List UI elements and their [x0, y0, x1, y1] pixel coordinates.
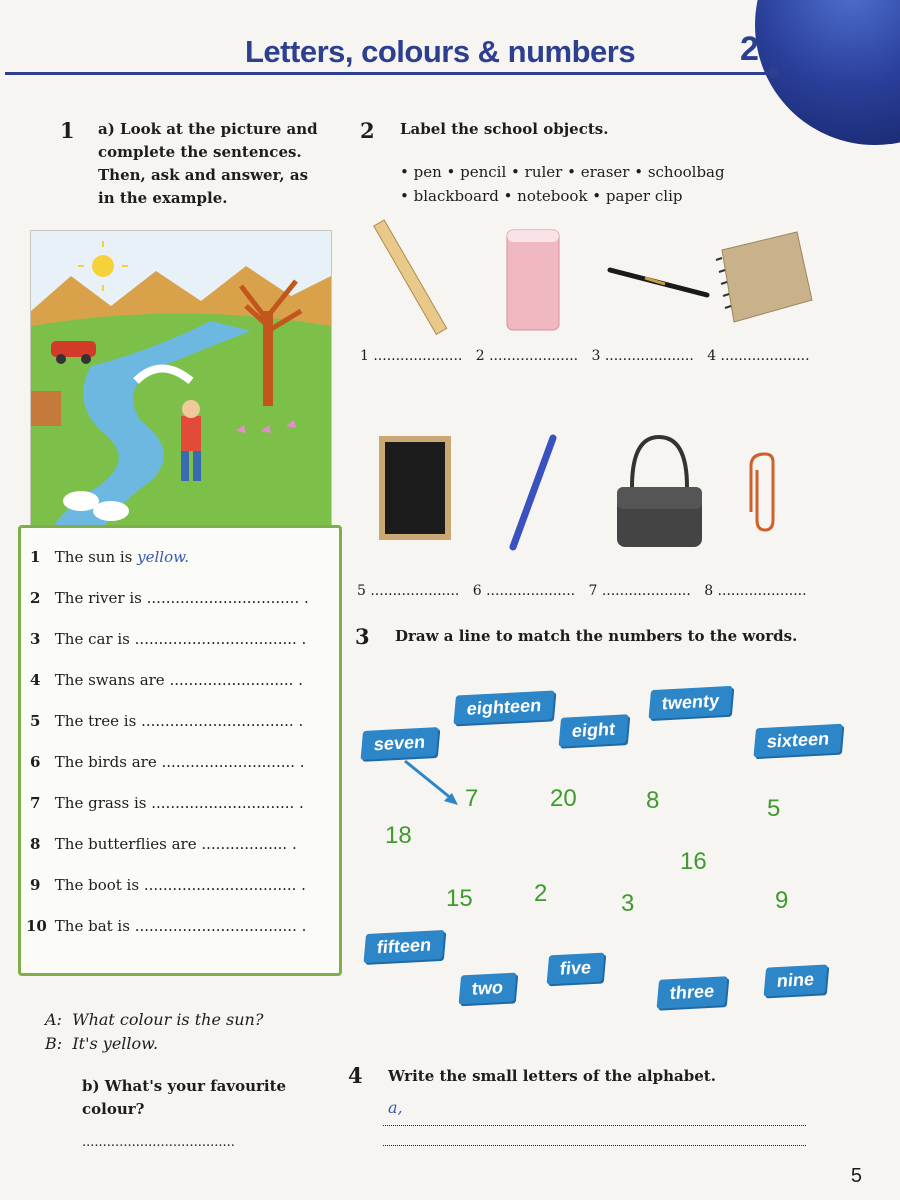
- exercise-4-instruction: Write the small letters of the alphabet.: [388, 1067, 716, 1085]
- page-number: 5: [850, 1165, 862, 1187]
- sentence-2: [30, 589, 309, 607]
- blackboard-picture: [378, 435, 453, 543]
- sentence-text: The tree is: [54, 712, 137, 730]
- sentence-4: [30, 671, 303, 689]
- number-9[interactable]: 9: [775, 887, 789, 914]
- answer-blank[interactable]: ................................ .: [146, 589, 309, 607]
- sentence-number: 7: [30, 794, 41, 812]
- number-7[interactable]: 7: [465, 785, 479, 812]
- notebook-picture: [712, 230, 817, 325]
- label-blank-5[interactable]: 5 ....................: [357, 583, 460, 599]
- sentence-10: [26, 917, 306, 935]
- speaker-label: B:: [45, 1034, 63, 1053]
- number-2[interactable]: 2: [534, 880, 548, 907]
- word-tag-three[interactable]: three: [657, 976, 728, 1009]
- answer-blank[interactable]: .............................. .: [151, 794, 304, 812]
- word-tag-five[interactable]: five: [547, 953, 605, 985]
- sentence-text: The car is: [54, 630, 130, 648]
- sentence-number: 10: [26, 917, 47, 935]
- number-20[interactable]: 20: [550, 785, 577, 812]
- exercise-3-number: 3: [355, 624, 370, 649]
- exercise-1b-instruction: b) What's your favourite colour?: [82, 1077, 287, 1118]
- speaker-label: A:: [45, 1010, 62, 1029]
- word-tag-twenty[interactable]: twenty: [648, 686, 732, 719]
- label-row-2: [357, 583, 807, 599]
- label-blank-1[interactable]: 1 ....................: [360, 348, 463, 364]
- exercise-1-number: 1: [60, 118, 75, 143]
- word-tag-seven[interactable]: seven: [360, 727, 438, 760]
- dialog-text: It's yellow.: [72, 1034, 159, 1053]
- sentence-number: 3: [30, 630, 41, 648]
- word-tag-sixteen[interactable]: sixteen: [753, 724, 842, 757]
- dialog-line-a: [45, 1010, 263, 1029]
- schoolbag-picture: [612, 432, 707, 552]
- answer-blank[interactable]: ................................ .: [143, 876, 306, 894]
- pen-picture: [605, 260, 715, 305]
- label-row-1: [360, 348, 810, 364]
- answer-blank[interactable]: ............................ .: [161, 753, 305, 771]
- dialog-text: What colour is the sun?: [72, 1010, 264, 1029]
- sentence-number: 1: [30, 548, 41, 566]
- sentence-number: 2: [30, 589, 41, 607]
- sentence-text: The sun is: [54, 548, 133, 566]
- exercise-3-instruction: Draw a line to match the numbers to the words.: [395, 627, 798, 645]
- label-blank-3[interactable]: 3 ....................: [591, 348, 694, 364]
- exercise-2-instruction: Label the school objects.: [400, 120, 609, 138]
- label-blank-7[interactable]: 7 ....................: [588, 583, 691, 599]
- answer-blank[interactable]: .......................... .: [169, 671, 303, 689]
- sentence-8: [30, 835, 297, 853]
- sentence-text: The boot is: [54, 876, 140, 894]
- word-tag-eighteen[interactable]: eighteen: [453, 690, 554, 724]
- answer-blank[interactable]: .................. .: [201, 835, 297, 853]
- sentence-3: [30, 630, 306, 648]
- number-16[interactable]: 16: [680, 848, 707, 875]
- label-blank-6[interactable]: 6 ....................: [472, 583, 576, 599]
- paper-clip-picture: [745, 450, 785, 535]
- sentence-text: The bat is: [54, 917, 130, 935]
- sentence-number: 9: [30, 876, 41, 894]
- sentence-9: [30, 876, 306, 894]
- label-blank-2[interactable]: 2 ....................: [475, 348, 579, 364]
- sentence-text: The birds are: [54, 753, 157, 771]
- ruler-picture: [365, 215, 455, 335]
- example-match-arrow: [400, 755, 470, 810]
- dialog-line-b: [45, 1034, 158, 1053]
- word-tag-fifteen[interactable]: fifteen: [363, 930, 444, 963]
- landscape-illustration: [31, 231, 331, 531]
- sentence-text: The river is: [54, 589, 142, 607]
- sentence-6: [30, 753, 305, 771]
- exercise-4-number: 4: [348, 1063, 363, 1088]
- unit-number: 2: [740, 30, 759, 68]
- sentence-1: [30, 548, 189, 566]
- word-tag-eight[interactable]: eight: [559, 714, 629, 746]
- number-8[interactable]: 8: [646, 787, 660, 814]
- exercise-2-number: 2: [360, 118, 375, 143]
- alphabet-example: a,: [388, 1098, 403, 1117]
- header-rule: [5, 72, 775, 75]
- sentence-number: 5: [30, 712, 41, 730]
- number-5[interactable]: 5: [767, 795, 781, 822]
- answer-blank[interactable]: .................................. .: [134, 630, 307, 648]
- word-tag-nine[interactable]: nine: [764, 964, 828, 996]
- alphabet-writing-line-2[interactable]: [383, 1145, 806, 1146]
- label-blank-8[interactable]: 8 ....................: [704, 583, 807, 599]
- sentence-text: The butterflies are: [54, 835, 197, 853]
- sentence-number: 6: [30, 753, 41, 771]
- sentence-7: [30, 794, 304, 812]
- eraser-picture: [505, 228, 565, 333]
- example-answer: yellow.: [137, 548, 189, 566]
- sentence-5: [30, 712, 303, 730]
- landscape-picture: [30, 230, 332, 532]
- header-rule-dot: [768, 67, 779, 78]
- pencil-picture: [505, 432, 565, 552]
- sentence-text: The swans are: [54, 671, 165, 689]
- number-15[interactable]: 15: [446, 885, 473, 912]
- word-bank-line-1: • pen • pencil • ruler • eraser • schoolbag: [400, 163, 725, 181]
- sentence-text: The grass is: [54, 794, 147, 812]
- sentence-number: 4: [30, 671, 41, 689]
- label-blank-4[interactable]: 4 ....................: [707, 348, 810, 364]
- page-title: Letters, colours & numbers: [245, 34, 636, 69]
- exercise-1-instruction: a) Look at the picture and complete the sentences. Then, ask and answer, as in the example.: [98, 120, 318, 207]
- word-bank-line-2: • blackboard • notebook • paper clip: [400, 187, 683, 205]
- word-tag-two[interactable]: two: [459, 973, 517, 1005]
- number-18[interactable]: 18: [385, 822, 412, 849]
- answer-blank[interactable]: ................................ .: [141, 712, 304, 730]
- favourite-colour-blank[interactable]: .....................................: [82, 1135, 235, 1150]
- number-3[interactable]: 3: [621, 890, 635, 917]
- answer-blank[interactable]: .................................. .: [134, 917, 307, 935]
- sentence-number: 8: [30, 835, 41, 853]
- alphabet-writing-line-1[interactable]: [383, 1125, 806, 1126]
